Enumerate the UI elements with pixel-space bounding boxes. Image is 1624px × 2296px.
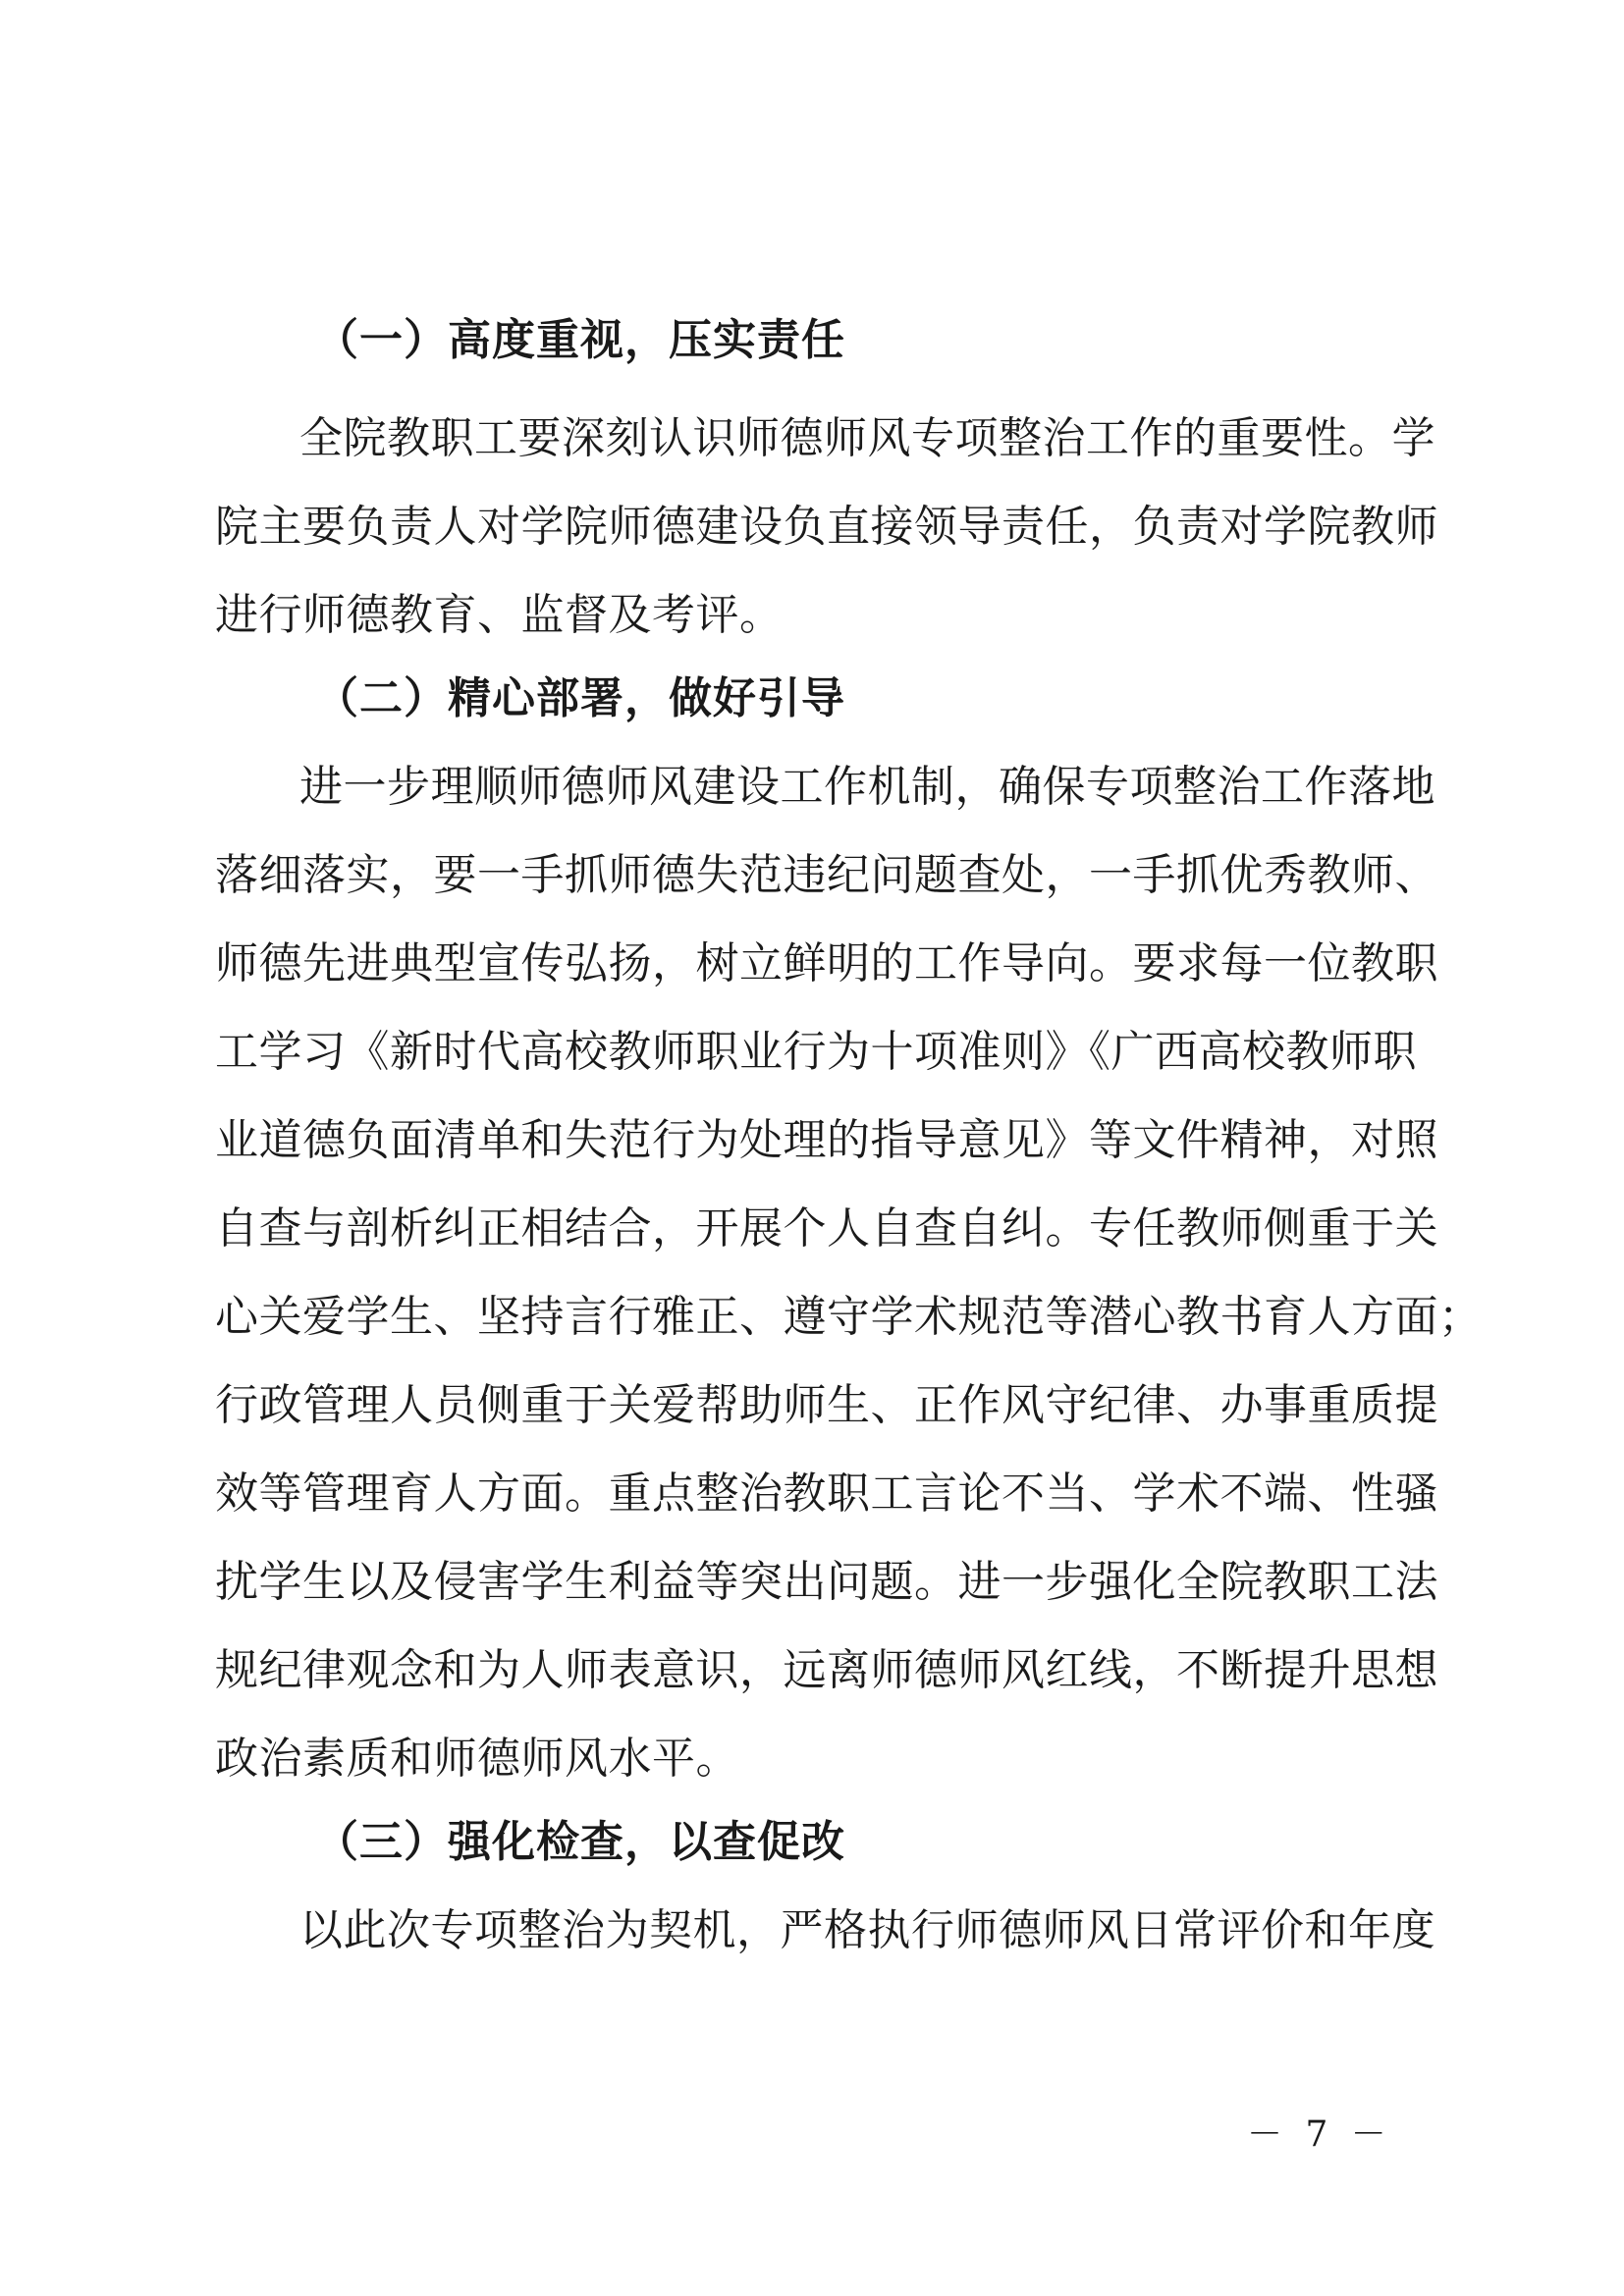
paragraph-line: 规纪律观念和为人师表意识，远离师德师风红线，不断提升思想: [215, 1645, 1438, 1695]
paragraph-line: 业道德负面清单和失范行为处理的指导意见》等文件精神，对照: [215, 1115, 1438, 1165]
section-heading: （二）精心部署，做好引导: [315, 673, 845, 723]
section-heading: （一）高度重视，压实责任: [315, 315, 845, 365]
paragraph-line: 效等管理育人方面。重点整治教职工言论不当、学术不端、性骚: [215, 1468, 1438, 1519]
paragraph-line: 自查与剖析纠正相结合，开展个人自查自纠。专任教师侧重于关: [215, 1203, 1438, 1254]
paragraph-line: 落细落实，要一手抓师德失范违纪问题查处，一手抓优秀教师、: [215, 850, 1438, 900]
paragraph-line: 以此次专项整治为契机，严格执行师德师风日常评价和年度: [299, 1905, 1435, 1955]
paragraph-line: 进一步理顺师德师风建设工作机制，确保专项整治工作落地: [299, 762, 1435, 812]
paragraph-line: 院主要负责人对学院师德建设负直接领导责任，负责对学院教师: [215, 502, 1438, 552]
paragraph-line: 进行师德教育、监督及考评。: [215, 590, 784, 640]
paragraph-line: 师德先进典型宣传弘扬，树立鲜明的工作导向。要求每一位教职: [215, 938, 1438, 988]
paragraph-line: 行政管理人员侧重于关爱帮助师生、正作风守纪律、办事重质提: [215, 1380, 1438, 1430]
paragraph-line: 工学习《新时代高校教师职业行为十项准则》《广西高校教师职: [215, 1027, 1417, 1077]
paragraph-line: 全院教职工要深刻认识师德师风专项整治工作的重要性。学: [299, 413, 1435, 463]
paragraph-line: 政治素质和师德师风水平。: [215, 1734, 739, 1784]
paragraph-line: 心关爱学生、坚持言行雅正、遵守学术规范等潜心教书育人方面；: [215, 1292, 1483, 1342]
page-number: － 7 －: [1247, 2114, 1392, 2155]
paragraph-line: 扰学生以及侵害学生利益等突出问题。进一步强化全院教职工法: [215, 1557, 1438, 1607]
section-heading: （三）强化检查，以查促改: [315, 1817, 845, 1867]
